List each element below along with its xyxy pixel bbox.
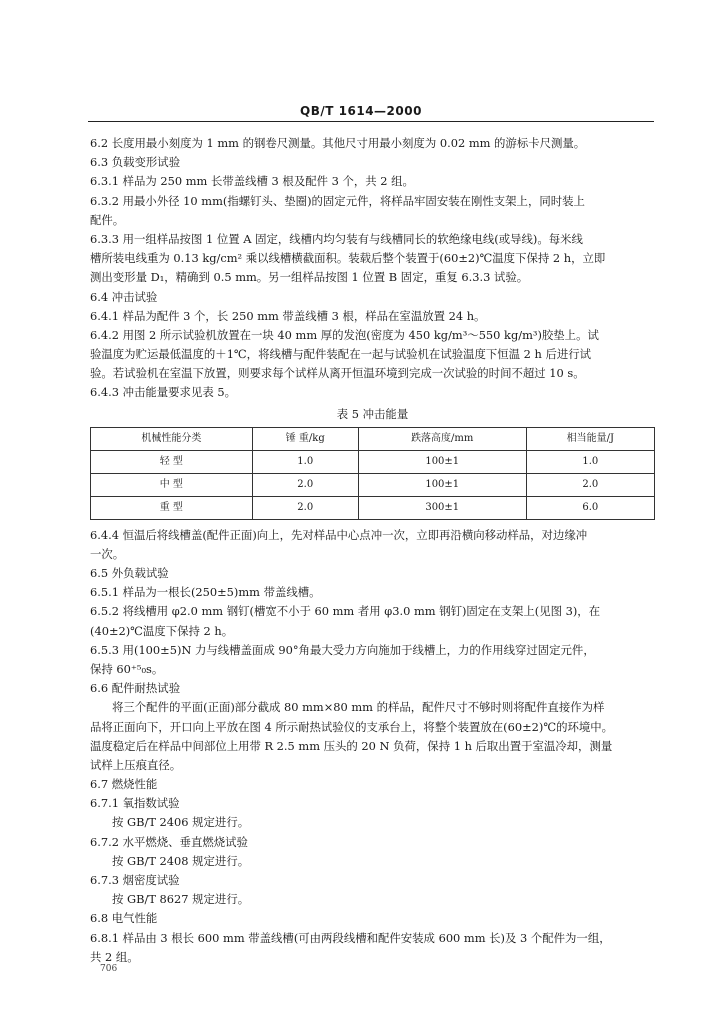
text-line: 6.3.3 用一组样品按图 1 位置 A 固定，线槽内均匀装有与线槽同长的软绝缘电线(或导线)。每米线 — [90, 231, 583, 246]
text-line: 6.4.1 样品为配件 3 个，长 250 mm 带盖线槽 3 根，样品在室温放置 24 h。 — [90, 308, 486, 323]
text-line: 槽所装电线重为 0.13 kg/cm² 乘以线槽横截面积。装载后整个装置于(60±2)℃温度下保持 2 h，立即 — [90, 251, 606, 266]
impact-energy-table — [90, 427, 655, 520]
text-line: 6.8.1 样品由 3 根长 600 mm 带盖线槽(可由两段线槽和配件安装成 600 mm 长)及 3 个配件为一组， — [90, 930, 611, 945]
text-line: 6.6 配件耐热试验 — [90, 681, 181, 696]
text-line: 6.7.1 氧指数试验 — [90, 796, 180, 811]
text-line: 6.5.1 样品为一根长(250±5)mm 带盖线槽。 — [90, 585, 321, 600]
text-line: 温度稳定后在样品中间部位上用带 R 2.5 mm 压头的 20 N 负荷，保持 1 h 后取出置于室温冷却，测量 — [90, 738, 613, 753]
text-line: 测出变形量 D₁，精确到 0.5 mm。另一组样品按图 1 位置 B 固定，重复 6.3.3 试验。 — [90, 270, 529, 285]
text-line: 6.7.3 烟密度试验 — [90, 873, 180, 887]
text-line: 6.7.2 水平燃烧、垂直燃烧试验 — [90, 834, 248, 849]
table-cell: 1.0 — [526, 450, 654, 473]
table-cell: 100±1 — [358, 450, 526, 473]
text-line: 按 GB/T 2406 规定进行。 — [112, 815, 250, 830]
table-cell: 300±1 — [358, 496, 526, 519]
text-line: 6.3 负载变形试验 — [90, 155, 181, 170]
text-block-2 — [90, 526, 655, 967]
text-line: (40±2)℃温度下保持 2 h。 — [90, 623, 234, 638]
table-row — [91, 450, 655, 473]
text-line: 6.3.1 样品为 250 mm 长带盖线槽 3 根及配件 3 个，共 2 组。 — [90, 174, 414, 189]
text-line: 6.4.2 用图 2 所示试验机放置在一块 40 mm 厚的发泡(密度为 450 kg/m³～550 kg/m³)胶垫上。试 — [90, 327, 599, 342]
table-row — [91, 473, 655, 496]
text-line: 6.8 电气性能 — [90, 911, 158, 926]
text-line: 6.5.3 用(100±5)N 力与线槽盖面成 90°角最大受力方向施加于线槽上，力的作用线穿过固定元件， — [90, 642, 595, 657]
table-cell: 2.0 — [252, 473, 358, 496]
text-line: 6.5.2 将线槽用 φ2.0 mm 钢钉(槽宽不小于 60 mm 者用 φ3.0 mm 钢钉)固定在支架上(见图 3)，在 — [90, 604, 601, 619]
table-cell: 2.0 — [526, 473, 654, 496]
text-line: 6.4.3 冲击能量要求见表 5。 — [90, 385, 236, 400]
text-line: 共 2 组。 — [90, 949, 139, 964]
text-line: 6.2 长度用最小刻度为 1 mm 的钢卷尺测量。其他尺寸用最小刻度为 0.02 mm 的游标卡尺测量。 — [90, 136, 586, 150]
table-header-cell: 机械性能分类 — [91, 427, 253, 450]
table-cell: 1.0 — [252, 450, 358, 473]
table-caption: 表 5 冲击能量 — [336, 406, 409, 421]
standard-header: QB/T 1614—2000 — [300, 104, 422, 118]
table-header-row — [91, 427, 655, 450]
text-line: 6.5 外负载试验 — [90, 566, 169, 580]
text-line: 试样上压痕直径。 — [90, 757, 182, 772]
table-cell: 轻 型 — [91, 450, 253, 473]
text-line: 验。若试验机在室温下放置，则要求每个试样从离开恒温环境到完成一次试验的时间不超过 10 s。 — [90, 366, 585, 381]
table-cell: 重 型 — [91, 496, 253, 519]
text-line: 一次。 — [90, 546, 125, 561]
text-line: 品将正面向下，开口向上平放在图 4 所示耐热试验仪的支承台上，将整个装置放在(60±2)℃的环境中。 — [90, 719, 614, 734]
table-cell: 100±1 — [358, 473, 526, 496]
table-header-cell: 跌落高度/mm — [358, 427, 526, 450]
document-body — [90, 134, 655, 967]
table-cell: 2.0 — [252, 496, 358, 519]
text-line: 6.4 冲击试验 — [90, 289, 158, 304]
text-line: 保持 60⁺⁵₀s。 — [90, 661, 164, 676]
table-header-cell: 锤 重/kg — [252, 427, 358, 450]
page-number: 706 — [100, 964, 118, 974]
table-cell: 中 型 — [91, 473, 253, 496]
header-rule — [88, 121, 654, 122]
text-line: 6.7 燃烧性能 — [90, 777, 158, 792]
text-line: 6.4.4 恒温后将线槽盖(配件正面)向上，先对样品中心点冲一次，立即再沿横向移动样品，对边缘冲 — [90, 527, 588, 542]
text-line: 验温度为贮运最低温度的＋1℃，将线槽与配件装配在一起与试验机在试验温度下恒温 2 h 后进行试 — [90, 347, 592, 362]
table-header-cell: 相当能量/J — [526, 427, 654, 450]
text-line: 将三个配件的平面(正面)部分截成 80 mm×80 mm 的样品，配件尺寸不够时则将配件直接作为样 — [112, 700, 605, 715]
text-line: 按 GB/T 8627 规定进行。 — [112, 892, 250, 907]
text-line: 6.3.2 用最小外径 10 mm(指螺钉头、垫圈)的固定元件，将样品牢固安装在刚性支架上，同时装上 — [90, 193, 585, 208]
text-line: 配件。 — [90, 212, 125, 227]
text-line: 按 GB/T 2408 规定进行。 — [112, 853, 250, 868]
table-cell: 6.0 — [526, 496, 654, 519]
table-row — [91, 496, 655, 519]
text-block-1 — [90, 134, 655, 403]
